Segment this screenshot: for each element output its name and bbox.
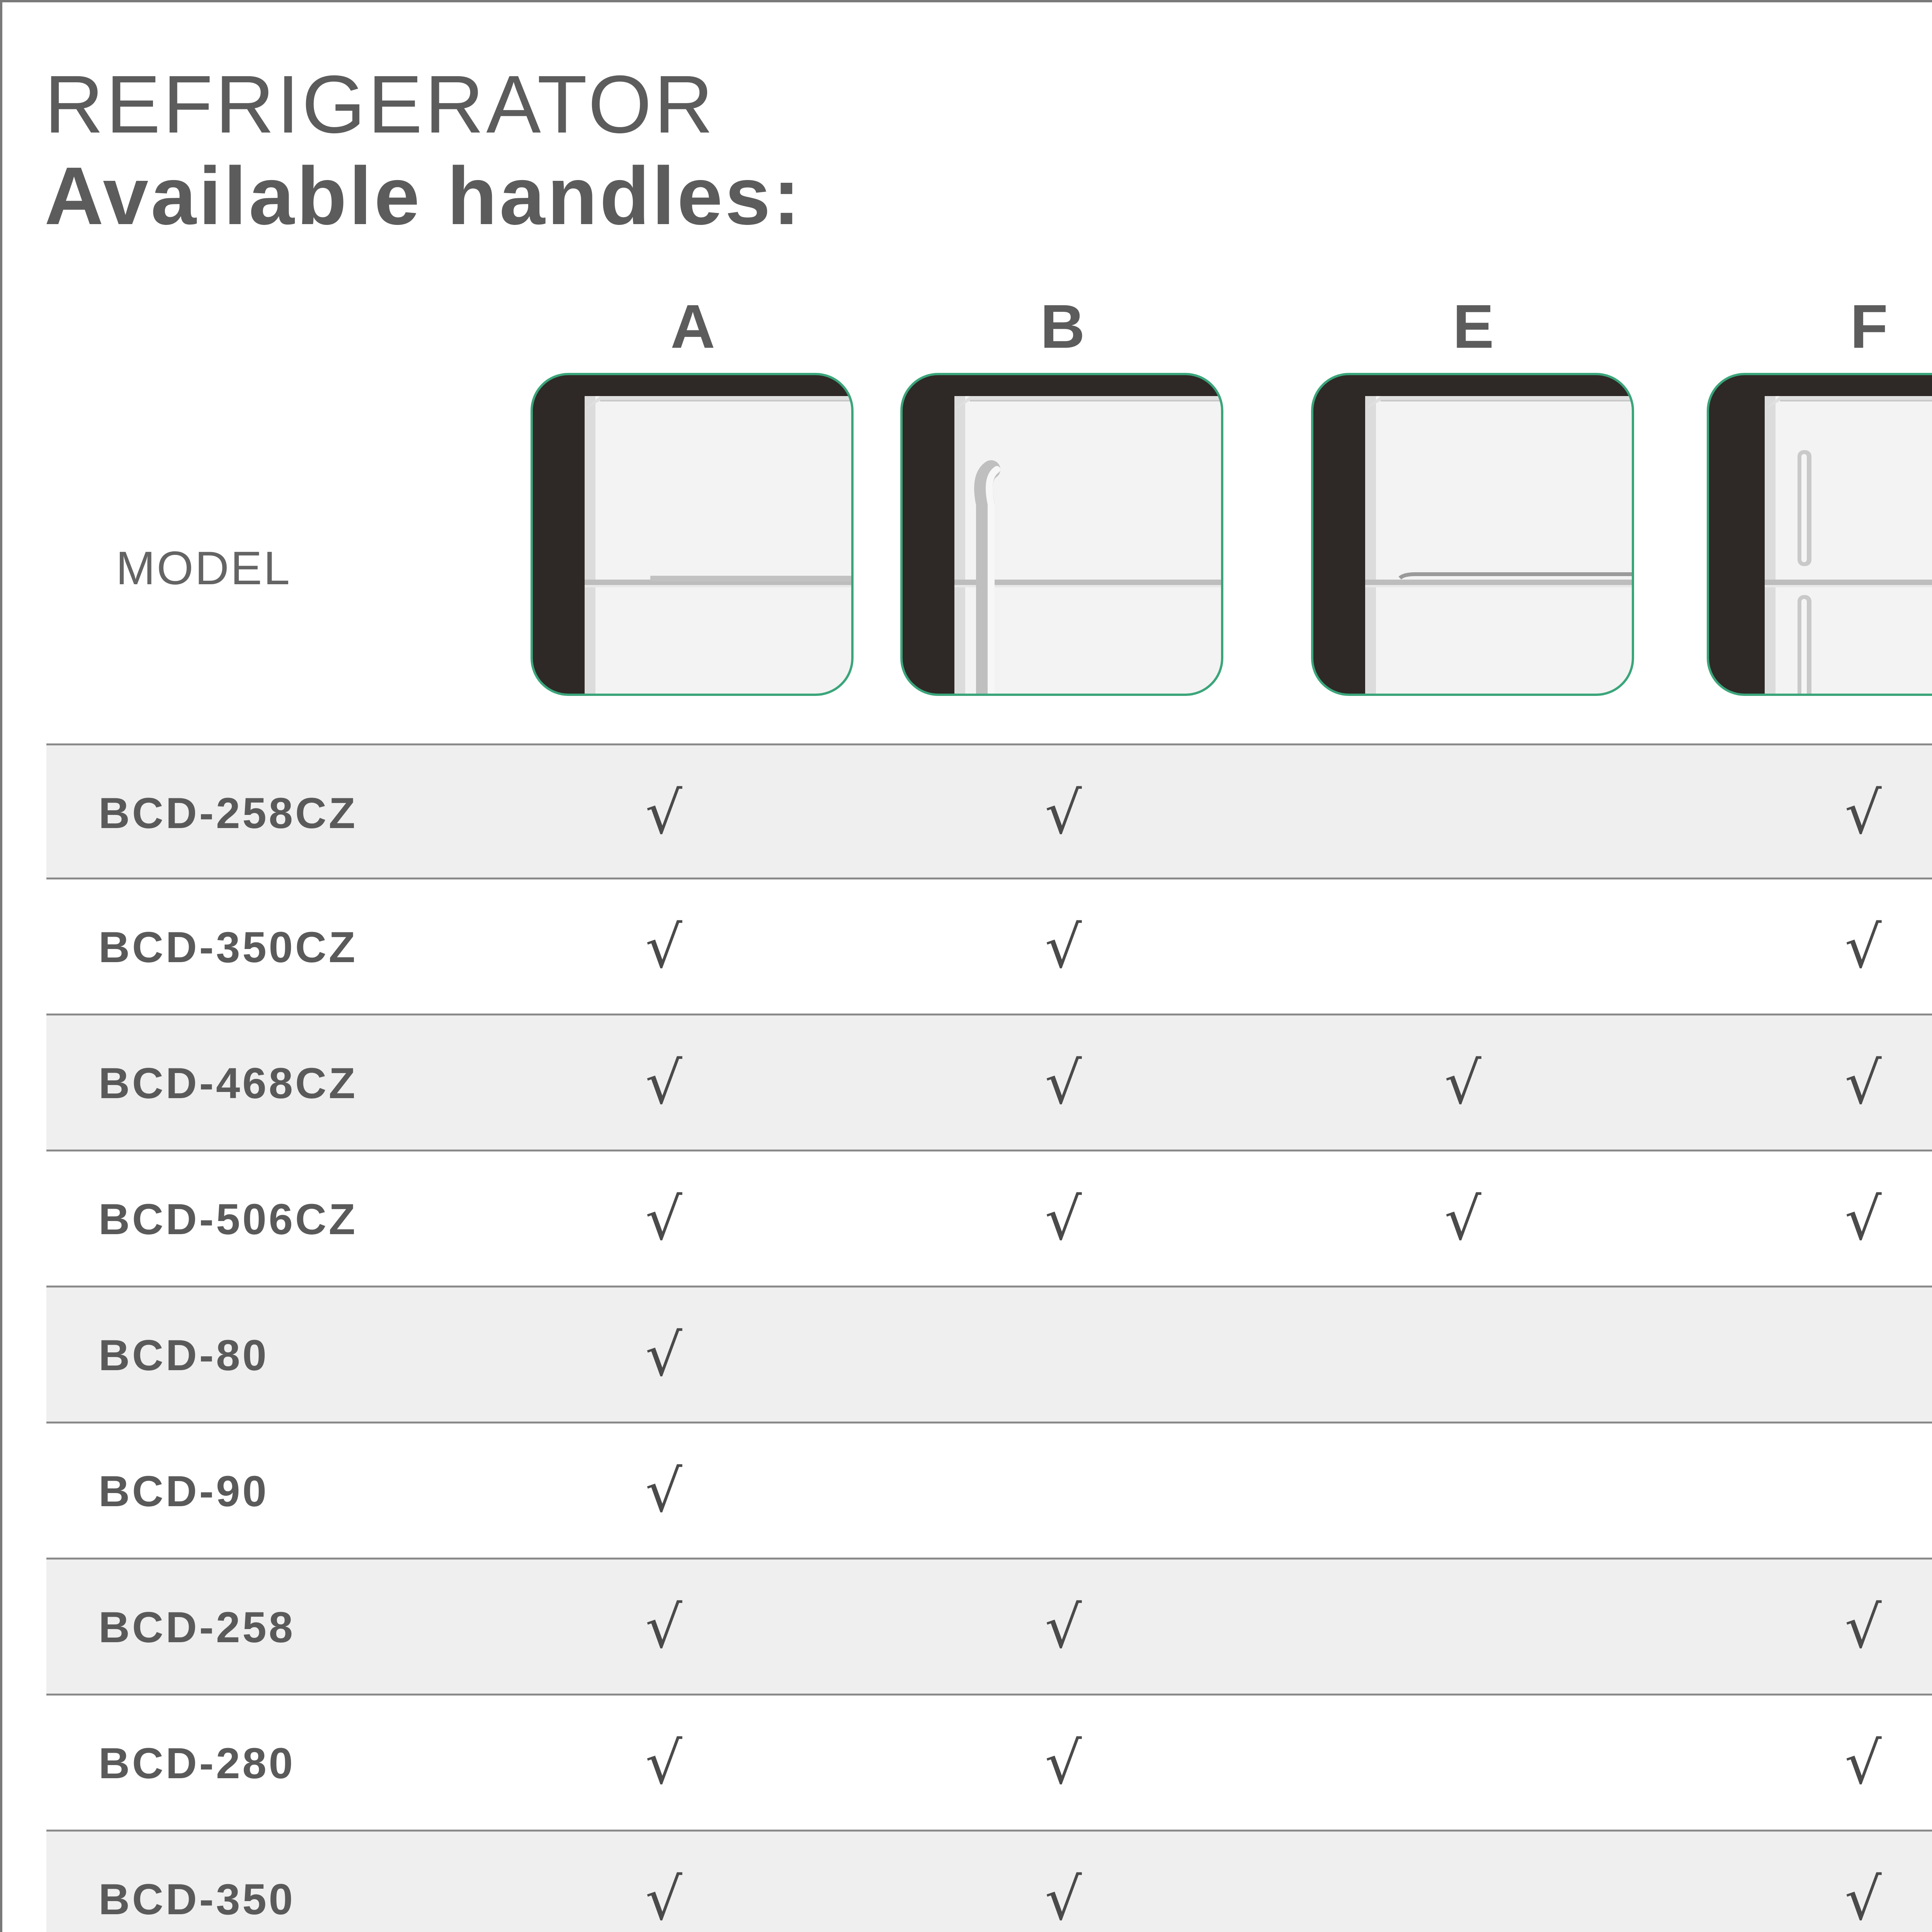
model-column-header: MODEL bbox=[116, 542, 291, 594]
handle-column-e bbox=[1311, 294, 1636, 696]
refrigerator-handle-e-photo bbox=[1311, 373, 1634, 696]
check-mark-f: √ bbox=[1845, 1866, 1882, 1932]
handle-column-a bbox=[531, 294, 855, 696]
refrigerator-handle-b-photo bbox=[900, 373, 1223, 696]
table-row bbox=[46, 743, 1932, 879]
check-mark-a: √ bbox=[645, 1322, 682, 1389]
check-mark-a: √ bbox=[645, 1458, 682, 1525]
check-mark-f: √ bbox=[1845, 1594, 1882, 1661]
model-name: BCD-258CZ bbox=[99, 789, 358, 837]
check-mark-b: √ bbox=[1045, 780, 1082, 847]
table-row bbox=[46, 1696, 1932, 1832]
model-name: BCD-350 bbox=[99, 1875, 295, 1923]
table-row bbox=[46, 1423, 1932, 1560]
check-mark-f: √ bbox=[1845, 780, 1882, 847]
check-mark-a: √ bbox=[645, 1186, 682, 1253]
check-mark-a: √ bbox=[645, 914, 682, 981]
handle-letter: E bbox=[1452, 292, 1494, 361]
handle-letter: F bbox=[1850, 292, 1888, 361]
compatibility-table bbox=[46, 743, 1932, 1932]
check-mark-f: √ bbox=[1845, 1186, 1882, 1253]
check-mark-b: √ bbox=[1045, 1594, 1082, 1661]
table-row bbox=[46, 1560, 1932, 1696]
refrigerator-handle-a-photo bbox=[531, 373, 854, 696]
check-mark-a: √ bbox=[645, 1594, 682, 1661]
table-row bbox=[46, 1287, 1932, 1423]
check-mark-f: √ bbox=[1845, 1050, 1882, 1117]
model-name: BCD-90 bbox=[99, 1467, 269, 1515]
model-name: BCD-506CZ bbox=[99, 1195, 358, 1243]
check-mark-e: √ bbox=[1444, 1050, 1481, 1117]
handle-letter: A bbox=[670, 292, 715, 361]
handle-letter: B bbox=[1040, 292, 1085, 361]
check-mark-e: √ bbox=[1444, 1186, 1481, 1253]
check-mark-f: √ bbox=[1845, 914, 1882, 981]
check-mark-f: √ bbox=[1845, 1730, 1882, 1797]
table-row bbox=[46, 1015, 1932, 1151]
model-name: BCD-258 bbox=[99, 1603, 295, 1651]
check-mark-a: √ bbox=[645, 1050, 682, 1117]
model-name: BCD-280 bbox=[99, 1739, 295, 1787]
check-mark-b: √ bbox=[1045, 1730, 1082, 1797]
handle-column-f bbox=[1707, 294, 1932, 696]
check-mark-b: √ bbox=[1045, 1186, 1082, 1253]
check-mark-b: √ bbox=[1045, 1050, 1082, 1117]
model-name: BCD-350CZ bbox=[99, 923, 358, 971]
table-row bbox=[46, 879, 1932, 1015]
model-name: BCD-80 bbox=[99, 1331, 269, 1379]
handle-column-b bbox=[900, 294, 1225, 696]
refrigerator-handle-f-photo bbox=[1707, 373, 1932, 696]
page-title: REFRIGERATOR bbox=[44, 58, 716, 150]
page-subtitle: Available handles: bbox=[44, 150, 803, 242]
check-mark-a: √ bbox=[645, 1730, 682, 1797]
table-row bbox=[46, 1151, 1932, 1287]
check-mark-a: √ bbox=[645, 780, 682, 847]
check-mark-b: √ bbox=[1045, 914, 1082, 981]
check-mark-a: √ bbox=[645, 1866, 682, 1932]
check-mark-b: √ bbox=[1045, 1866, 1082, 1932]
table-row bbox=[46, 1832, 1932, 1932]
model-name: BCD-468CZ bbox=[99, 1059, 358, 1107]
